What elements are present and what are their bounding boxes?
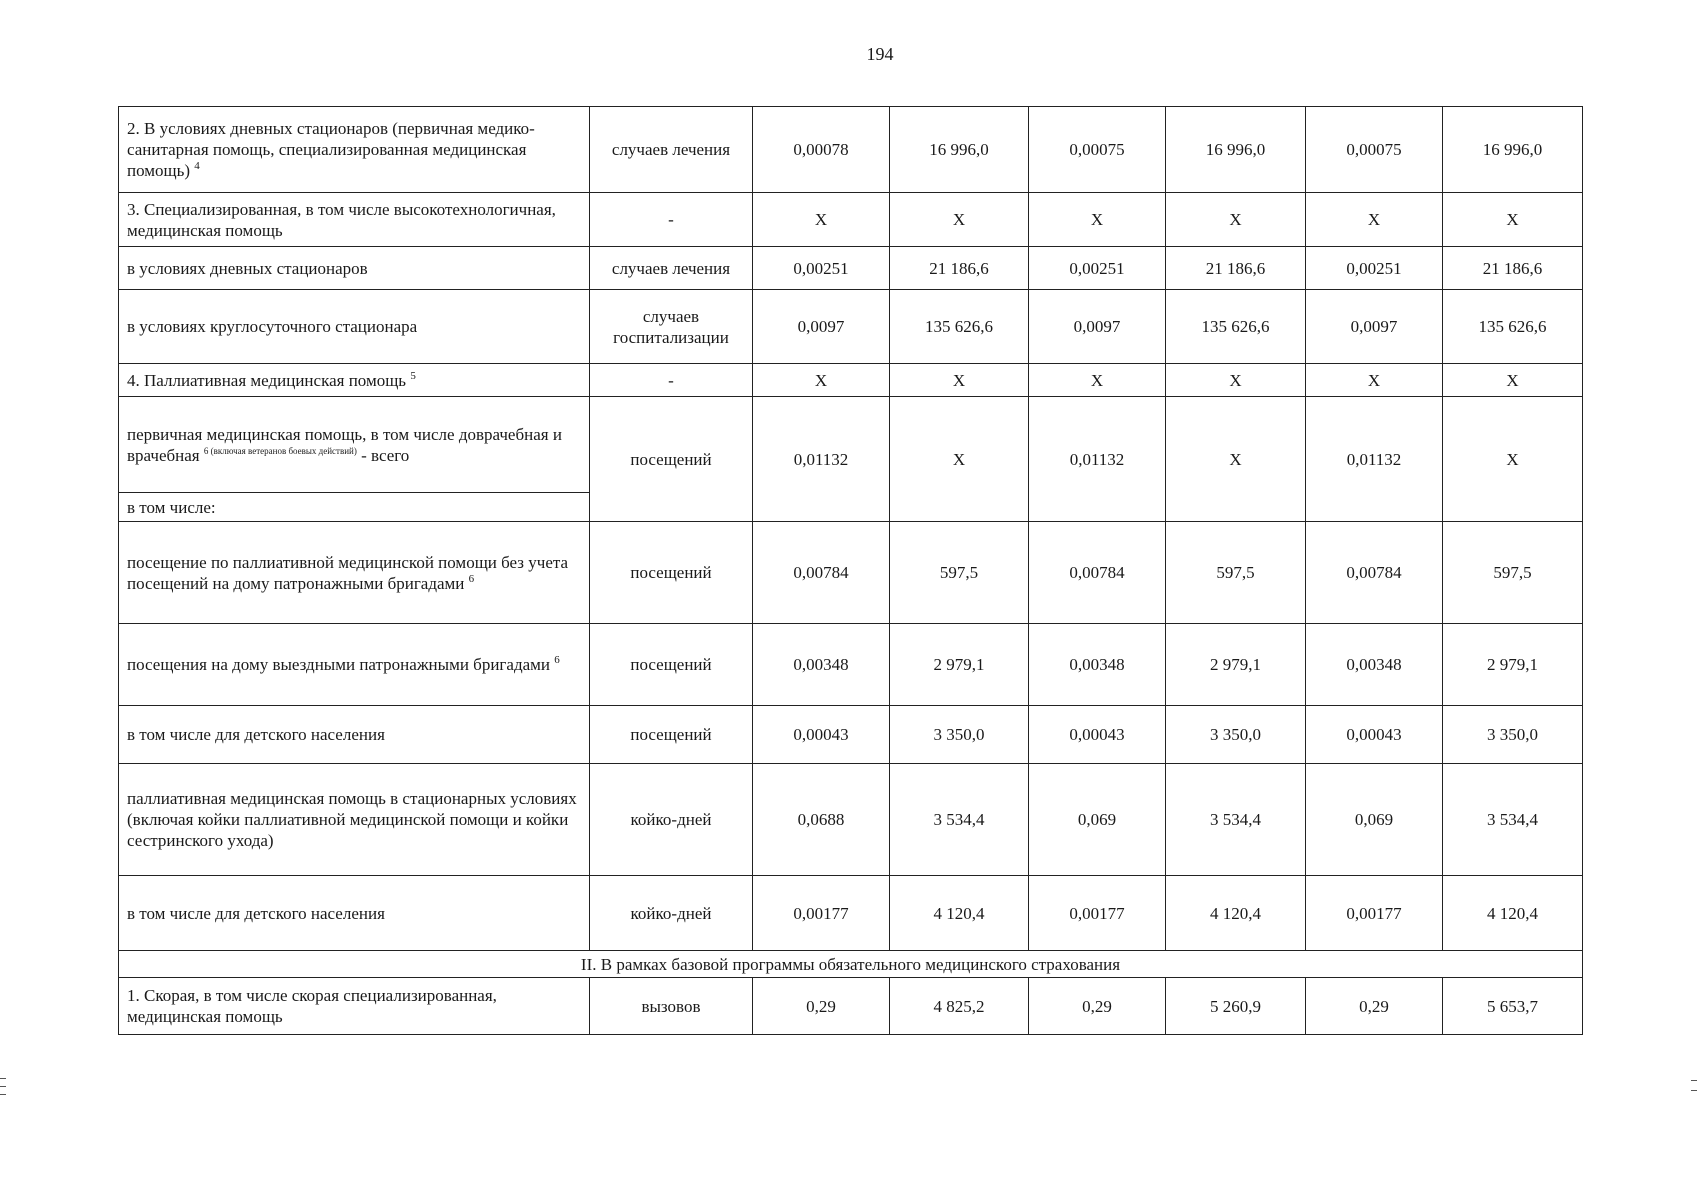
- row-label: 1. Скорая, в том числе скорая специализированная, медицинская помощь: [119, 978, 590, 1035]
- unit-cell: посещений: [590, 624, 753, 706]
- value-cell: 0,00078: [753, 107, 890, 193]
- row-label: 3. Специализированная, в том числе высокотехнологичная, медицинская помощь: [119, 193, 590, 247]
- unit-cell: -: [590, 193, 753, 247]
- row-label: 4. Паллиативная медицинская помощь $^5$: [119, 364, 590, 397]
- unit-cell: посещений: [590, 397, 753, 522]
- row-label: посещение по паллиативной медицинской помощи без учета посещений на дому патронажными бригадами $^6$: [119, 522, 590, 624]
- value-cell: 597,5: [1443, 522, 1583, 624]
- table-row: [119, 290, 1583, 364]
- row-label: в том числе:: [119, 493, 590, 522]
- unit-cell: койко-дней: [590, 876, 753, 951]
- row-label: в условиях круглосуточного стационара: [119, 290, 590, 364]
- scan-edge-mark: [0, 1086, 6, 1087]
- unit-cell: случаев госпитализации: [590, 290, 753, 364]
- value-cell: 0,00251: [1306, 247, 1443, 290]
- value-cell: 5 260,9: [1166, 978, 1306, 1035]
- table-row: [119, 522, 1583, 624]
- value-cell: 0,00784: [753, 522, 890, 624]
- value-cell: 597,5: [1166, 522, 1306, 624]
- value-cell: Х: [1443, 364, 1583, 397]
- value-cell: 0,00075: [1029, 107, 1166, 193]
- value-cell: 0,00043: [753, 706, 890, 764]
- value-cell: 0,00784: [1306, 522, 1443, 624]
- table-row: [119, 624, 1583, 706]
- table-row: [119, 978, 1583, 1035]
- value-cell: 21 186,6: [1166, 247, 1306, 290]
- value-cell: 135 626,6: [890, 290, 1029, 364]
- value-cell: Х: [1306, 364, 1443, 397]
- value-cell: 3 534,4: [1443, 764, 1583, 876]
- value-cell: 0,00075: [1306, 107, 1443, 193]
- value-cell: 21 186,6: [890, 247, 1029, 290]
- value-cell: 3 350,0: [890, 706, 1029, 764]
- value-cell: 3 534,4: [1166, 764, 1306, 876]
- value-cell: 0,01132: [1029, 397, 1166, 522]
- value-cell: 2 979,1: [890, 624, 1029, 706]
- value-cell: 0,00251: [753, 247, 890, 290]
- table-row: [119, 107, 1583, 193]
- value-cell: Х: [890, 364, 1029, 397]
- value-cell: 0,29: [753, 978, 890, 1035]
- value-cell: Х: [1029, 364, 1166, 397]
- value-cell: 16 996,0: [890, 107, 1029, 193]
- table-row: [119, 247, 1583, 290]
- table-row: [119, 193, 1583, 247]
- value-cell: 5 653,7: [1443, 978, 1583, 1035]
- value-cell: 0,0097: [1029, 290, 1166, 364]
- value-cell: Х: [1306, 193, 1443, 247]
- value-cell: 4 120,4: [890, 876, 1029, 951]
- value-cell: 135 626,6: [1443, 290, 1583, 364]
- value-cell: Х: [753, 364, 890, 397]
- value-cell: 0,0097: [1306, 290, 1443, 364]
- value-cell: 0,0688: [753, 764, 890, 876]
- value-cell: 16 996,0: [1166, 107, 1306, 193]
- unit-cell: посещений: [590, 706, 753, 764]
- row-label: 2. В условиях дневных стационаров (первичная медико-санитарная помощь, специализированная медицинская помощь) $^4$: [119, 107, 590, 193]
- value-cell: Х: [1029, 193, 1166, 247]
- value-cell: 597,5: [890, 522, 1029, 624]
- financing-norms-table: [118, 106, 1583, 1035]
- row-label: в том числе для детского населения: [119, 876, 590, 951]
- value-cell: 0,00348: [1029, 624, 1166, 706]
- table-row: [119, 397, 1583, 493]
- value-cell: 4 120,4: [1443, 876, 1583, 951]
- table-row: [119, 764, 1583, 876]
- value-cell: 3 350,0: [1166, 706, 1306, 764]
- row-label: паллиативная медицинская помощь в стационарных условиях (включая койки паллиативной медицинской помощи и койки сестринского ухода): [119, 764, 590, 876]
- value-cell: 0,00177: [1306, 876, 1443, 951]
- section-row: [119, 951, 1583, 978]
- scan-edge-mark: [1691, 1090, 1697, 1091]
- value-cell: Х: [1443, 397, 1583, 522]
- unit-cell: случаев лечения: [590, 107, 753, 193]
- value-cell: 135 626,6: [1166, 290, 1306, 364]
- value-cell: 0,29: [1029, 978, 1166, 1035]
- unit-cell: вызовов: [590, 978, 753, 1035]
- value-cell: 2 979,1: [1443, 624, 1583, 706]
- value-cell: Х: [1166, 364, 1306, 397]
- table-row: [119, 364, 1583, 397]
- value-cell: 0,00348: [1306, 624, 1443, 706]
- value-cell: 0,069: [1029, 764, 1166, 876]
- table-row: [119, 876, 1583, 951]
- value-cell: 0,00043: [1029, 706, 1166, 764]
- value-cell: 4 120,4: [1166, 876, 1306, 951]
- value-cell: Х: [1166, 193, 1306, 247]
- value-cell: 0,00251: [1029, 247, 1166, 290]
- value-cell: 0,00043: [1306, 706, 1443, 764]
- row-label: в условиях дневных стационаров: [119, 247, 590, 290]
- value-cell: Х: [753, 193, 890, 247]
- table-row: [119, 706, 1583, 764]
- value-cell: Х: [1443, 193, 1583, 247]
- value-cell: 4 825,2: [890, 978, 1029, 1035]
- unit-cell: койко-дней: [590, 764, 753, 876]
- scan-edge-mark: [0, 1078, 6, 1079]
- section-heading: II. В рамках базовой программы обязательного медицинского страхования: [119, 951, 1583, 978]
- unit-cell: случаев лечения: [590, 247, 753, 290]
- value-cell: Х: [890, 193, 1029, 247]
- value-cell: 0,01132: [1306, 397, 1443, 522]
- value-cell: 16 996,0: [1443, 107, 1583, 193]
- value-cell: 0,00177: [753, 876, 890, 951]
- value-cell: Х: [890, 397, 1029, 522]
- row-label: первичная медицинская помощь, в том числе доврачебная и врачебная $^{6 (включая ветеранов боевых действий)}$ - всего: [119, 397, 590, 493]
- value-cell: 3 534,4: [890, 764, 1029, 876]
- value-cell: 0,00784: [1029, 522, 1166, 624]
- value-cell: 0,00348: [753, 624, 890, 706]
- value-cell: 0,069: [1306, 764, 1443, 876]
- unit-cell: посещений: [590, 522, 753, 624]
- scan-edge-mark: [1691, 1080, 1697, 1081]
- value-cell: 3 350,0: [1443, 706, 1583, 764]
- page-number: 194: [866, 44, 894, 64]
- value-cell: Х: [1166, 397, 1306, 522]
- scan-edge-mark: [0, 1094, 6, 1095]
- value-cell: 0,0097: [753, 290, 890, 364]
- value-cell: 0,01132: [753, 397, 890, 522]
- unit-cell: -: [590, 364, 753, 397]
- value-cell: 0,00177: [1029, 876, 1166, 951]
- value-cell: 2 979,1: [1166, 624, 1306, 706]
- row-label: посещения на дому выездными патронажными бригадами $^6$: [119, 624, 590, 706]
- value-cell: 21 186,6: [1443, 247, 1583, 290]
- value-cell: 0,29: [1306, 978, 1443, 1035]
- row-label: в том числе для детского населения: [119, 706, 590, 764]
